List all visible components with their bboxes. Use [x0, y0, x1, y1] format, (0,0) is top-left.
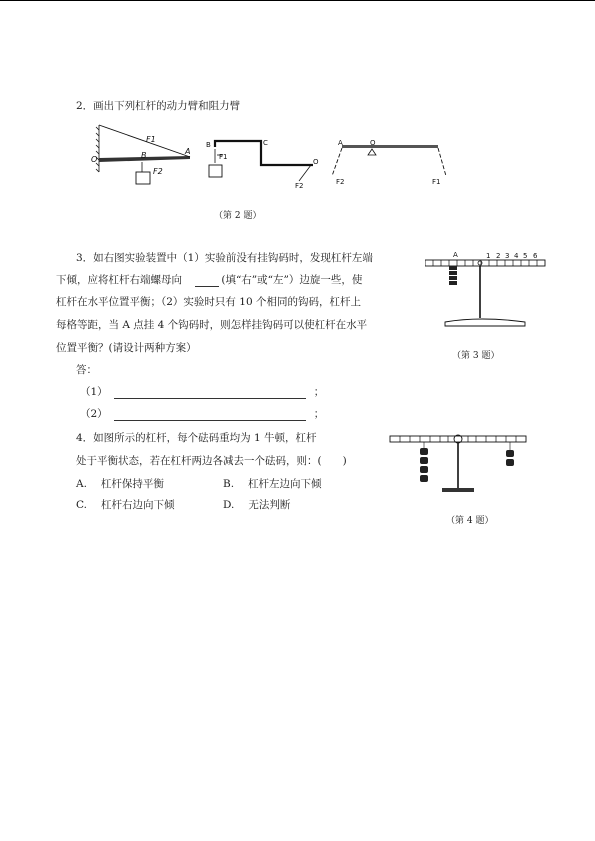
q3-fig-tick-4: 4	[514, 252, 519, 260]
q3-direction-blank[interactable]	[195, 286, 219, 287]
q2-fig2-label-o: O	[313, 158, 319, 166]
q3-fig-tick-5: 5	[523, 252, 528, 260]
q2-caption: （第 2 题）	[214, 211, 262, 221]
q4-figure	[388, 430, 528, 498]
q2-figure-3	[328, 136, 453, 191]
q2-fig3-label-a: A	[338, 139, 343, 147]
q3-answer-1-blank[interactable]	[114, 398, 306, 399]
q3-fig-tick-6: 6	[533, 252, 538, 260]
q3-answer-label: 答：	[76, 364, 97, 376]
q2-title: 2．画出下列杠杆的动力臂和阻力臂	[76, 100, 241, 112]
q3-answer-2-label: （2）	[80, 408, 108, 420]
q2-fig2-label-c: C	[263, 139, 268, 147]
q3-answer-2	[80, 407, 324, 421]
q3-line-3: 杠杆在水平位置平衡；（2）实验时只有 10 个相同的钩码，杠杆上	[56, 296, 361, 308]
q2-fig2-label-f2: F2	[295, 182, 304, 190]
q3-answer-2-blank[interactable]	[114, 420, 306, 421]
q3-caption: （第 3 题）	[452, 351, 500, 361]
q3-line-5: 位置平衡？(请设计两种方案）	[56, 342, 197, 354]
q4-option-a-text: 杠杆保持平衡	[100, 478, 164, 490]
q2-fig3-label-f1: F1	[432, 178, 441, 186]
q3-fig-tick-1: 1	[486, 252, 491, 260]
q3-line-1: 3．如右图实验装置中（1）实验前没有挂钩码时，发现杠杆左端	[76, 252, 373, 264]
q2-fig2-label-f1: F1	[219, 153, 228, 161]
q3-figure	[425, 246, 547, 330]
q2-figure-2	[203, 135, 323, 190]
q4-option-c-text: 杠杆右边向下倾	[101, 499, 175, 511]
q3-answer-1	[80, 385, 324, 399]
q2-fig1-label-f2: F2	[153, 167, 163, 176]
q3-fig-tick-3: 3	[505, 252, 510, 260]
q3-line-2	[56, 273, 362, 287]
q4-caption: （第 4 题）	[446, 516, 494, 526]
q3-answer-1-label: （1）	[80, 386, 108, 398]
top-border-line	[0, 0, 595, 1]
q2-fig1-label-b: B	[141, 151, 147, 160]
q4-option-b-text: 杠杆左边向下倾	[248, 478, 322, 490]
q4-option-b[interactable]	[223, 477, 322, 491]
q3-fig-label-a: A	[453, 251, 458, 259]
q4-option-c[interactable]	[76, 498, 175, 512]
q4-option-b-key: B.	[223, 478, 235, 490]
q3-line-2a: 下倾，应将杠杆右端螺母向	[56, 274, 182, 286]
q2-fig3-label-o: O	[370, 139, 376, 147]
q2-fig1-label-f1: F1	[146, 135, 156, 144]
q2-fig2-label-b: B	[206, 141, 211, 149]
q3-answer-2-semicolon: ；	[313, 408, 325, 420]
q4-option-d-key: D.	[223, 499, 235, 511]
q2-fig3-label-f2: F2	[336, 178, 345, 186]
q3-line-4: 每格等距，当 A 点挂 4 个钩码时，则怎样挂钩码可以使杠杆在水平	[56, 319, 368, 331]
q3-fig-tick-2: 2	[496, 252, 501, 260]
q2-fig1-label-o: O	[91, 155, 98, 164]
q4-option-d-text: 无法判断	[248, 499, 291, 511]
q4-line-1: 4．如图所示的杠杆，每个砝码重均为 1 牛顿，杠杆	[76, 432, 317, 444]
q3-answer-1-semicolon: ；	[313, 386, 325, 398]
q4-option-d[interactable]	[223, 498, 290, 512]
q4-option-a-key: A.	[76, 478, 87, 490]
q4-option-a[interactable]	[76, 477, 164, 491]
q2-figure-1	[90, 122, 198, 192]
q2-fig1-label-a: A	[185, 147, 191, 156]
q4-line-2: 处于平衡状态，若在杠杆两边各减去一个砝码，则：( )	[76, 455, 347, 467]
q3-line-2b: (填“右”或“左”）边旋一些，使	[221, 274, 363, 286]
q4-option-c-key: C.	[76, 499, 87, 511]
